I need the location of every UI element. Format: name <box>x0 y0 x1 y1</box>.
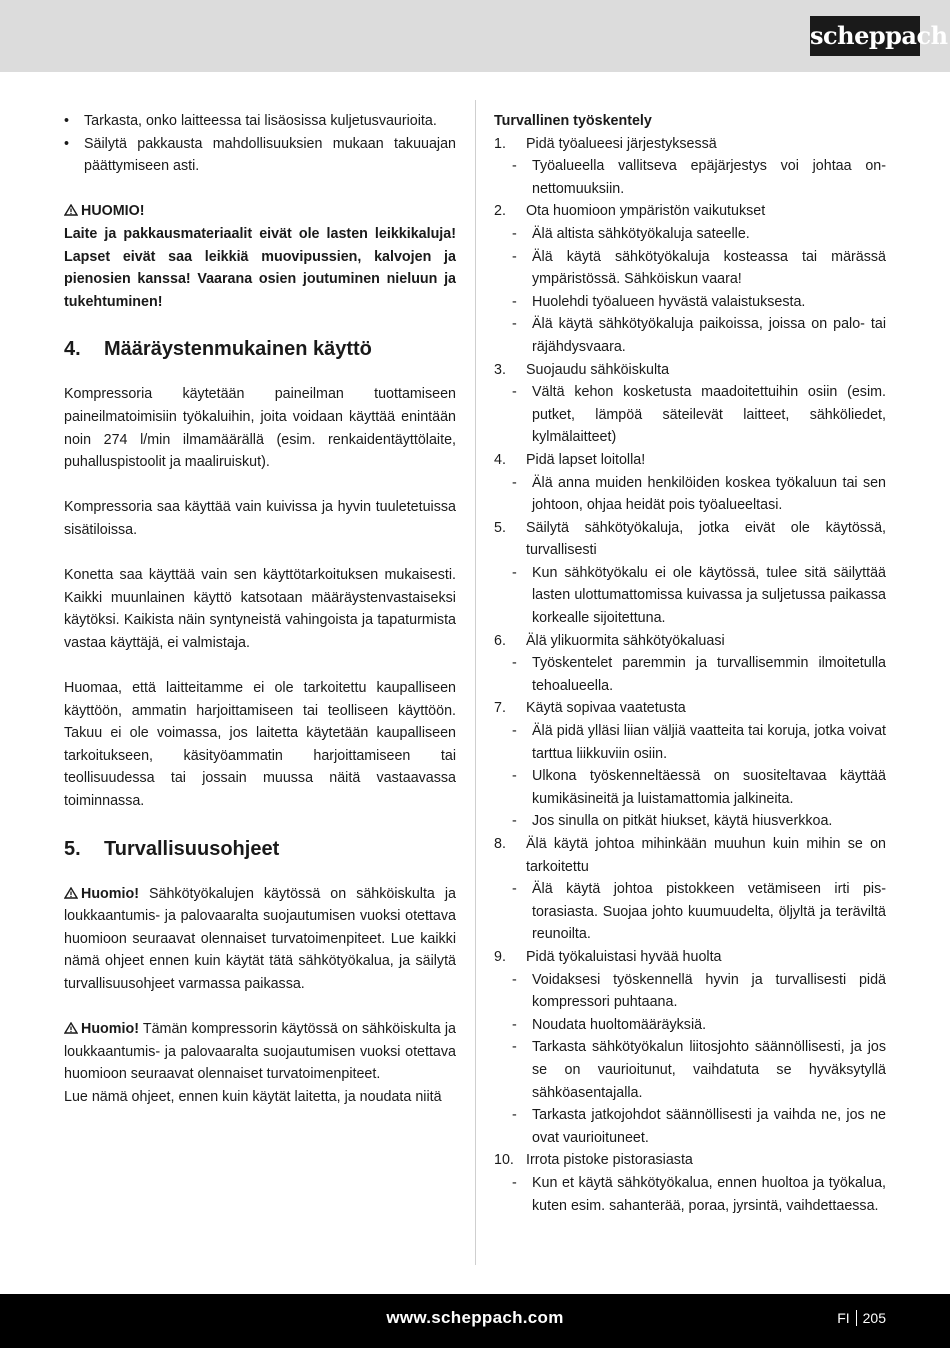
item-number: 3. <box>494 361 506 378</box>
website-link[interactable]: www.scheppach.com <box>386 1308 564 1327</box>
note-label: Huomio! <box>81 885 139 902</box>
note-text: Sähkötyökalujen käytössä on sähköiskulta ja loukkaantumis- ja palovaaralta suojautumisen vuoksi otettava huomioon seuraavat olennaiset turvatoimenpiteet. Lue kaikki nämä ohjeet ennen kuin käytät tätä sähkötyökalua, ja säilytä turvallisuusohjeet varmassa paikassa. <box>64 885 456 992</box>
warning-triangle-icon <box>64 1022 78 1034</box>
sub-item: - Tarkasta jatkojohdot säännöllisesti ja vaihda ne, jos ne ovat vaurioituneet. <box>494 1104 886 1149</box>
paragraph: Huomaa, että laitteitamme ei ole tarkoitettu kaupalliseen käyttöön, ammatin harjoittamiseen tai teolliseen käyttöön. Takuu ei ole voimassa, jos laitetta käytetään kaupalliseen tarkoitukseen, käsityöammatin harjoittamiseen tai teollisuudessa tai jossain muussa näitä vastaavassa toiminnassa. <box>64 680 456 810</box>
page-footer <box>0 1294 950 1348</box>
note-text: Tämän kompressorin käytössä on sähköiskulta ja loukkaantumis- ja palovaaralta suojautumisen vuoksi otettava huomioon seuraavat olennaiset turvatoimenpiteet. <box>64 1021 456 1083</box>
item-text: Älä ylikuormita sähkötyökaluasi <box>526 632 725 649</box>
paragraph: Kompressoria saa käyttää vain kuivissa ja hyvin tuuletetuissa sisätiloissa. <box>64 499 456 538</box>
left-column <box>64 110 456 1109</box>
item-number: 8. <box>494 836 506 852</box>
warning-triangle-icon <box>64 204 78 216</box>
safety-note <box>64 1018 456 1086</box>
item-text: Irrota pistoke pistorasiasta <box>526 1152 693 1169</box>
item-number: 2. <box>494 203 506 220</box>
item-text: Pidä lapset loitolla! <box>526 451 646 468</box>
sub-item: - Kun sähkötyökalu ei ole käytössä, tulee sitä säilyttää lasten ulottumattomissa kuivassa ja suljetussa paikassa korkealle sijoitettuna. <box>494 562 886 630</box>
warning-heading <box>64 200 456 223</box>
paragraph: Lue nämä ohjeet, ennen kuin käytät laitetta, ja noudata niitä <box>64 1088 442 1105</box>
numbered-item <box>494 697 886 720</box>
sub-item: - Kun et käytä sähkötyökalua, ennen huoltoa ja työkalua, kuten esim. sahanterää, poraa, jyrsintä, vaihdettaessa. <box>494 1172 886 1217</box>
warning-label: HUOMIO! <box>81 203 145 220</box>
sub-item: - Älä käytä sähkötyökaluja paikoissa, joissa on palo- tai räjähdysvaara. <box>494 313 886 358</box>
item-number: 5. <box>494 519 506 536</box>
list-item: • Tarkasta, onko laitteessa tai lisäosissa kuljetusvaurioita. <box>64 110 456 133</box>
item-number: 9. <box>494 948 506 965</box>
note-label: Huomio! <box>81 1021 139 1038</box>
sub-item: - Ulkona työskenneltäessä on suositeltavaa käyttää kumikäsineitä ja luistamattomia jalkineita. <box>494 765 886 810</box>
sub-item: - Noudata huoltomääräyksiä. <box>494 1014 886 1037</box>
item-number: 7. <box>494 700 506 717</box>
section-5-heading: 5. Turvallisuusohjeet <box>64 837 280 860</box>
sub-item: - Älä käytä johtoa pistokkeen vetämiseen irti pistorasiasta. Suojaa johto kuumuudelta, öljyltä ja teräviltä reunoilta. <box>494 878 886 946</box>
language-code: FI <box>837 1310 850 1326</box>
item-text: Älä käytä johtoa mihinkään muuhun kuin mihin se on tarkoitettu <box>526 836 886 875</box>
sub-item: - Työskentelet paremmin ja turvallisemmin ilmoitetulla tehoalueella. <box>494 652 886 697</box>
page-header <box>0 0 950 72</box>
page-num: 205 <box>862 1310 886 1326</box>
item-text: Ota huomioon ympäristön vaikutukset <box>526 203 766 220</box>
item-text: Pidä työalueesi järjestyksessä <box>526 135 717 152</box>
section-4-heading: 4. Määräystenmukainen käyttö <box>64 338 372 361</box>
item-text: Säilytä sähkötyökaluja, jotka eivät ole käytössä, turvallisesti <box>526 519 886 559</box>
numbered-item <box>494 359 886 382</box>
safety-list <box>494 133 886 1218</box>
sub-item: - Voidaksesi työskennellä hyvin ja turvallisesti pidä kompressori puhtaana. <box>494 969 886 1014</box>
numbered-item <box>494 133 886 156</box>
sub-item: - Älä altista sähkötyökaluja sateelle. <box>494 223 886 246</box>
brand-logo: scheppach <box>810 16 920 56</box>
list-item: • Säilytä pakkausta mahdollisuuksien mukaan takuuajan päättymiseen asti. <box>64 133 456 178</box>
numbered-item <box>494 1149 886 1172</box>
sub-item: - Älä pidä ylläsi liian väljiä vaatteita tai koruja, jotka voivat tarttua liikkuviin osiin. <box>494 720 886 765</box>
numbered-item <box>494 200 886 223</box>
numbered-item <box>494 449 886 472</box>
item-text: Käytä sopivaa vaatetusta <box>526 700 686 717</box>
numbered-item <box>494 630 886 653</box>
sub-item: - Tarkasta sähkötyökalun liitosjohto säännöllisesti, ja jos se on vaurioitunut, vaihdatuta se hyväksytyllä sähköasentajalla. <box>494 1036 886 1104</box>
sub-item: - Älä käytä sähkötyökaluja kosteassa tai märässä ympäristössä. Sähköiskun vaara! <box>494 246 886 291</box>
paragraph: Kompressoria käytetään paineilman tuottamiseen paineilmatoimisiin työkaluihin, joita voidaan käyttää enintään noin 274 l/min ilmamäärällä (esim. renkaidentäyttölaite, puhalluspistoolit ja maaliruiskut). <box>64 386 456 471</box>
sub-item: - Jos sinulla on pitkät hiukset, käytä hiusverkkoa. <box>494 810 886 833</box>
sub-item: - Huolehdi työalueen hyvästä valaistuksesta. <box>494 291 886 314</box>
item-number: 6. <box>494 632 506 649</box>
numbered-item <box>494 946 886 969</box>
safety-note <box>64 883 456 996</box>
warning-triangle-icon <box>64 887 78 899</box>
right-column <box>494 110 886 1217</box>
sub-item: - Älä anna muiden henkilöiden koskea työkaluun tai sen johtoon, ohjaa heidät pois työalueeltasi. <box>494 472 886 517</box>
item-number: 10. <box>494 1152 514 1169</box>
page-number <box>837 1294 886 1342</box>
numbered-item <box>494 833 886 878</box>
section-heading: Turvallinen työskentely <box>494 113 652 129</box>
item-number: 4. <box>494 451 506 468</box>
paragraph: Konetta saa käyttää vain sen käyttötarkoituksen mukaisesti. Kaikki muunlainen käyttö katsotaan määräystenvastaiseksi käytöksi. Kaikista näin syntyneistä vahingoista ja tapaturmista vastaa käyttäjä, ei valmistaja. <box>64 567 456 651</box>
item-text: Pidä työkaluistasi hyvää huolta <box>526 948 722 965</box>
numbered-item <box>494 517 886 562</box>
sub-item: - Työalueella vallitseva epäjärjestys voi johtaa onnettomuuksiin. <box>494 155 886 200</box>
separator <box>856 1310 857 1326</box>
column-divider <box>475 100 476 1265</box>
item-text: Suojaudu sähköiskulta <box>526 361 670 378</box>
item-number: 1. <box>494 135 506 152</box>
warning-text: Laite ja pakkausmateriaalit eivät ole lasten leikkikaluja! Lapset eivät saa leikkiä muovipussien, kalvojen ja pienosien kanssa! Vaarana osien joutuminen nieluun ja tukehtuminen! <box>64 225 456 310</box>
sub-item: - Vältä kehon kosketusta maadoitettuihin osiin (esim. putket, lämpöä säteilevät laitteet, sähköliedet, kylmälaitteet) <box>494 381 886 449</box>
